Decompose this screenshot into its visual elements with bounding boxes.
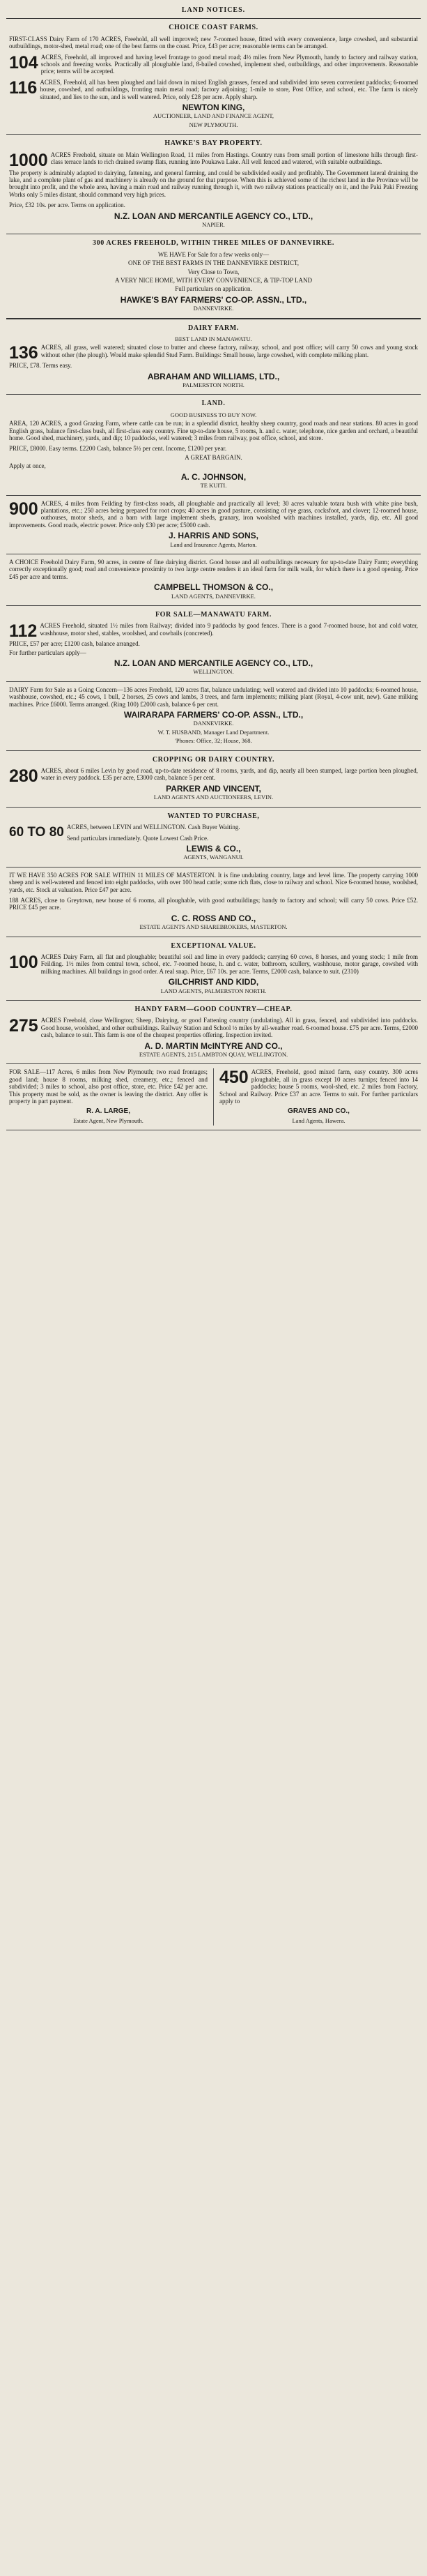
advertiser-place: NAPIER. xyxy=(202,220,225,228)
ad-handy-farm xyxy=(6,1001,421,1064)
advertiser-name: PARKER AND VINCENT, xyxy=(166,783,261,794)
acre-number: 112 xyxy=(9,621,38,642)
ad-choice-coast-farms xyxy=(6,19,421,135)
advertiser-manager: W. T. HUSBAND, Manager Land Department. xyxy=(157,728,270,736)
ad-heading: HANDY FARM—GOOD COUNTRY—CHEAP. xyxy=(134,1006,293,1013)
acre-number: 104 xyxy=(9,52,38,73)
ad-paragraph xyxy=(9,1017,418,1038)
ad-paragraph xyxy=(9,766,418,787)
advertiser-title: Land Agents, Hawera. xyxy=(292,1116,346,1124)
ad-paragraph: AREA, 120 ACRES, a good Grazing Farm, where cattle can be run; in a splendid district, healthy sheep country, good roads and near stations. 80 acres in good English grass, balance first-class bush, all first-class easy country. Fine up-to-date house, 5 rooms, h. and c. water, telephone, nice garden and orchard, a beautiful home. Good shed, machinery, yards, and dip; 10 paddocks, well watered; 3 miles from railway, post office, school, and store. xyxy=(9,420,418,442)
advertiser-name: HAWKE'S BAY FARMERS' CO-OP. ASSN., LTD., xyxy=(120,294,307,305)
ad-text: ACRES, about 6 miles Levin by good road, up-to-date residence of 8 rooms, yards, and dip, nearly all been stumped, large portion been ploughed, water in every paddock. £35 per acre, £3000 cash, balance 5 per cent. xyxy=(40,767,418,782)
ad-paragraph: FOR SALE—117 Acres, 6 miles from New Plymouth; two road frontages; good land; house 8 rooms, milking shed, creamery, etc.; fenced and subdivided; 3 miles to school, also post office, store, etc. Price £42 per acre. This property must be sold, as the owner is leaving the district. Any offer is property in part payment. xyxy=(9,1068,208,1105)
advertiser-name: N.Z. LOAN AND MERCANTILE AGENCY CO., LTD., xyxy=(114,658,313,668)
acre-number: 1000 xyxy=(9,150,48,170)
acre-number: 116 xyxy=(9,77,38,98)
advertiser-title: LAND AGENTS AND AUCTIONEERS, LEVIN. xyxy=(153,794,274,801)
advertiser-title: AGENTS, WANGANUI. xyxy=(183,854,244,861)
ad-price: PRICE, £8000. Easy terms. £2200 Cash, balance 5½ per cent. Income, £1200 per year. xyxy=(9,445,227,453)
advertiser-place: WELLINGTON. xyxy=(193,668,234,676)
ad-line: Apply at once, xyxy=(9,462,46,470)
acre-number: 280 xyxy=(9,766,38,787)
advertiser-name: GRAVES AND CO., xyxy=(288,1107,350,1116)
ad-heading: EXCEPTIONAL VALUE. xyxy=(171,941,256,950)
page-title: LAND NOTICES. xyxy=(6,4,421,19)
ad-price: PRICE, £78. Terms easy. xyxy=(9,362,72,370)
advertiser-name: R. A. LARGE, xyxy=(86,1107,130,1116)
advertiser-name: WAIRARAPA FARMERS' CO-OP. ASSN., LTD., xyxy=(123,710,304,720)
ad-heading: FOR SALE—MANAWATU FARM. xyxy=(155,610,272,619)
ad-dannevirke-freehold xyxy=(6,234,421,319)
ad-paragraph: IT WE HAVE 350 ACRES FOR SALE WITHIN 11 MILES OF MASTERTON. It is fine undulating country, large and level lime. The property carrying 1000 sheep and is well-watered and fenced into eight paddocks, with over 100 head cattle; some rich flats, close to railway and school. Nice 6-roomed house, woolshed, yards, etc. Stock at valuation. Price £47 per acre. xyxy=(9,871,418,893)
acre-number: 60 TO 80 xyxy=(9,825,64,840)
ad-text: ACRES, between LEVIN and WELLINGTON. Cash Buyer Waiting. xyxy=(66,824,240,831)
advertiser-title: ESTATE AGENTS AND SHAREBROKERS, MASTERTON. xyxy=(139,923,288,931)
ad-paragraph xyxy=(9,54,418,75)
advertiser-title: LAND AGENTS, PALMERSTON NORTH. xyxy=(160,987,267,994)
advertiser-name: A. D. MARTIN McINTYRE AND CO., xyxy=(144,1040,283,1051)
ad-paragraph xyxy=(9,343,418,363)
ad-text: ACRES, Freehold, all has been ploughed and laid down in mixed English grasses, fenced and subdivided into seven convenient paddocks; 6-roomed house, cowshed, and outbuildings, fronting main metal road; factory adjoining; 1-mile to store, Post Office, and school, etc. The farm is nicely situated, and lies to the sun, and is well watered. Price, only £28 per acre. Apply sharp. xyxy=(40,78,418,100)
ad-manawatu-farm-sale xyxy=(6,606,421,682)
ad-text: ACRES Freehold, situated 1½ miles from Railway; divided into 9 paddocks by good fences. There is a good 7-roomed house, hot and cold water, washhouse, motor shed, stables, woolshed, and cowbails (concreted). xyxy=(40,622,418,637)
ad-choice-dairy-farm xyxy=(6,554,421,606)
ad-line: Full particulars on application. xyxy=(175,285,252,293)
ad-heading: DAIRY FARM. xyxy=(188,324,239,332)
ad-going-concern-dairy xyxy=(6,682,421,751)
ad-paragraph: 188 ACRES, close to Greytown, new house of 6 rooms, all ploughable, with good outbuildings; handy to factory and school; will carry 50 cows. Price £52. PRICE £45 per acre. xyxy=(9,896,418,911)
ad-paragraph: FIRST-CLASS Dairy Farm of 170 ACRES, Freehold, all well improved; new 7-roomed house, fitted with every convenience, large cowshed, and substantial outbuildings, motor-shed, metal road; one of the best farms on the coast. Price, £43 per acre; reasonable terms can be arranged. xyxy=(9,35,418,50)
advertiser-place: DANNEVIRKE. xyxy=(193,720,234,727)
ad-heading: LAND. xyxy=(201,400,226,408)
ad-line: Very Close to Town, xyxy=(187,268,240,275)
ad-paragraph xyxy=(9,621,418,642)
ad-price: PRICE, £57 per acre; £1200 cash, balance arranged. xyxy=(9,640,140,648)
ad-hawkes-bay-property xyxy=(6,135,421,234)
ad-two-column-section xyxy=(6,1064,421,1130)
acre-number: 450 xyxy=(219,1068,249,1088)
ad-text: ACRES Freehold, close Wellington; Sheep, Dairying, or good Fattening country (undulating). All in grass, fenced, and subdivided into paddocks. Good house, woolshed, and other outbuildings. Railway Station and School ½ miles by all-weather road. 6-roomed house. £75 per acre. Terms, £2000 cash, balance to suit. This farm is one of the cheapest properties offering. Inspection invited. xyxy=(40,1017,418,1039)
ad-paragraph xyxy=(9,953,418,975)
advertiser-name: C. C. ROSS AND CO., xyxy=(171,913,256,923)
ad-line: ONE OF THE BEST FARMS IN THE DANNEVIRKE DISTRICT, xyxy=(128,259,299,267)
acre-number: 136 xyxy=(9,343,38,363)
ad-feilding-900-acres xyxy=(6,496,421,554)
advertiser-name: GILCHRIST AND KIDD, xyxy=(168,977,259,987)
ad-hawera-450-acres xyxy=(213,1068,418,1126)
advertiser-title: Land and Insurance Agents, Marton. xyxy=(170,540,257,548)
ad-paragraph: The property is admirably adapted to dairying, fattening, and general farming, and could be subdivided easily and profitably. The Government lateral draining the lake, and a complete plant of gas and machinery is already on the ground for that purpose. When this is achieved some of the richest land in the Province will be brought into profit, and the whole area, having a main road and railway running through it, with two railway stations practically on it, and the Paki Paki Freezing Works only 5 miles distant, should command very high prices. xyxy=(9,169,418,198)
acre-number: 100 xyxy=(9,952,38,972)
ad-line: WE HAVE For Sale for a few weeks only— xyxy=(157,250,270,258)
ad-text: ACRES Freehold, situate on Main Wellington Road, 11 miles from Hastings. Country runs from small portion of limestone hills through first-class terrace lands to rich drained swamp flats, running into Poukawa Lake. All well fenced and watered, with suitable outbuildings. xyxy=(50,151,418,166)
ad-text: ACRES, 4 miles from Feilding by first-class roads, all ploughable and practically all level; 30 acres valuable totara bush with white pine bush, plantations, etc.; 250 acres being prepared for root crops; 40 acres in good pasture, consisting of rye grass, cocksfoot, and clover; 12-roomed house, outhouses, motor sheds, and a barn with large implement sheds, granary, iron woolshed with machines installed, yards, dip, etc. All good improvements. Good roads, electric power. Price only £30 per acre; £5000 cash. xyxy=(9,499,418,529)
ad-heading: HAWKE'S BAY PROPERTY. xyxy=(164,139,263,148)
ad-paragraph xyxy=(219,1068,418,1105)
ad-paragraph xyxy=(9,79,418,100)
ad-text: ACRES, Freehold, good mixed farm, easy country. 300 acres ploughable, all in grass except 10 acres turnips; fenced into 14 paddocks; house 5 rooms, wool-shed, etc. 2 miles from Factory, School and Railway. Price £37 an acre. Terms to suit. For further particulars apply to xyxy=(219,1068,418,1105)
ad-subheading: GOOD BUSINESS TO BUY NOW. xyxy=(170,411,257,418)
advertiser-title: Estate Agent, New Plymouth. xyxy=(73,1116,143,1124)
ad-new-plymouth-117-acres xyxy=(9,1068,208,1126)
ad-paragraph: DAIRY Farm for Sale as a Going Concern—136 acres Freehold, 120 acres flat, balance undulating; well watered and divided into 10 paddocks; 6-roomed house, washhouse, cowshed, etc.; 45 cows, 1 bull, 2 horses, 25 cows and lambs, 3 trees, and farm implements; milking plant (Royal, 4-cow unit, new). Gane milking machines. Price £6000. Terms arranged. (Ring 100) £2000 cash, balance 6 per cent. xyxy=(9,685,418,708)
advertiser-place: TE KUITI. xyxy=(200,482,227,490)
ad-line: For further particulars apply— xyxy=(9,649,86,656)
ad-heading: WANTED TO PURCHASE, xyxy=(167,812,260,820)
advertiser-title: LAND AGENTS, DANNEVIRKE. xyxy=(171,592,256,600)
ad-cropping-dairy-country xyxy=(6,751,421,808)
ad-price: Price, £32 10s. per acre. Terms on application. xyxy=(9,202,125,209)
ad-heading: CROPPING OR DAIRY COUNTRY. xyxy=(152,755,275,764)
advertiser-name: N.Z. LOAN AND MERCANTILE AGENCY CO., LTD., xyxy=(114,211,313,221)
ad-line: A GREAT BARGAIN. xyxy=(185,453,242,461)
advertiser-place: PALMERSTON NORTH. xyxy=(183,381,244,389)
advertiser-place: DANNEVIRKE. xyxy=(193,305,234,312)
ad-subheading: BEST LAND IN MANAWATU. xyxy=(175,335,252,342)
ad-exceptional-value xyxy=(6,937,421,1001)
ad-dairy-farm-manawatu xyxy=(6,319,421,395)
advertiser-phones: 'Phones: Office, 32; House, 368. xyxy=(175,737,252,745)
ad-masterton-350-acres xyxy=(6,867,421,937)
advertiser-title: AUCTIONEER, LAND AND FINANCE AGENT, xyxy=(153,112,274,120)
ad-wanted-to-purchase xyxy=(6,808,421,867)
acre-number: 900 xyxy=(9,499,38,519)
ad-line: A VERY NICE HOME, WITH EVERY CONVENIENCE, & TIP-TOP LAND xyxy=(114,276,313,284)
advertiser-name: NEWTON KING, xyxy=(182,103,245,113)
ad-line: Send particulars immediately. Quote Lowest Cash Price. xyxy=(66,834,209,842)
ad-land-good-business xyxy=(6,395,421,495)
ad-text: ACRES, Freehold, all improved and having level frontage to good metal road; 4½ miles from New Plymouth, handy to factory and railway station, schools and freezing works. Practically all ploughable land, 8-bailed cowshed, implement shed, outbuildings, and other improvements. Reasonable price; terms will be accepted. xyxy=(40,53,418,75)
acre-number: 275 xyxy=(9,1016,38,1036)
ad-text: ACRES Dairy Farm, all flat and ploughable; beautiful soil and lime in every paddock; carrying 60 cows, 8 horses, and young stock; 1 mile from Feilding. 1½ miles from central town, school, etc. 7-roomed house, h. and c. water, bathroom, scullery, washhouse, motor garage, cowshed with milking machines. All buildings in good order. A real snap. Price, £67 10s. per acre. Terms, £2000 cash, balance to suit. (2310) xyxy=(40,953,418,975)
newspaper-page xyxy=(6,0,421,1130)
advertiser-name: CAMPBELL THOMSON & CO., xyxy=(153,582,274,593)
advertiser-name: ABRAHAM AND WILLIAMS, LTD., xyxy=(147,371,280,381)
advertiser-title: ESTATE AGENTS, 215 LAMBTON QUAY, WELLINGTON. xyxy=(139,1051,288,1059)
ad-heading: 300 ACRES FREEHOLD, WITHIN THREE MILES OF DANNEVIRKE. xyxy=(93,239,334,248)
advertiser-name: J. HARRIS AND SONS, xyxy=(169,531,258,541)
ad-paragraph: A CHOICE Freehold Dairy Farm, 90 acres, in centre of fine dairying district. Good house and all outbuildings necessary for up-to-date Dairy Farm; everything correctly exceptionally good; road and convenience proximity to two large centre renders it an ideal farm for milk walk, for which there is a good opening. Price £45 per acre and terms. xyxy=(9,558,418,580)
ad-paragraph xyxy=(9,500,418,529)
ad-heading: CHOICE COAST FARMS. xyxy=(169,24,258,32)
ad-paragraph xyxy=(9,150,418,170)
ad-text: ACRES, all grass, well watered; situated close to butter and cheese factory, railway, school, and post office; will carry 50 cows and young stock without other (the plough). Would make splendid Stud Farm. Buildings: Small house, large cowshed, with complete milking plant. xyxy=(40,344,418,358)
advertiser-name: A. C. JOHNSON, xyxy=(180,471,247,482)
advertiser-name: LEWIS & CO., xyxy=(186,843,241,854)
advertiser-place: NEW PLYMOUTH. xyxy=(189,121,238,128)
